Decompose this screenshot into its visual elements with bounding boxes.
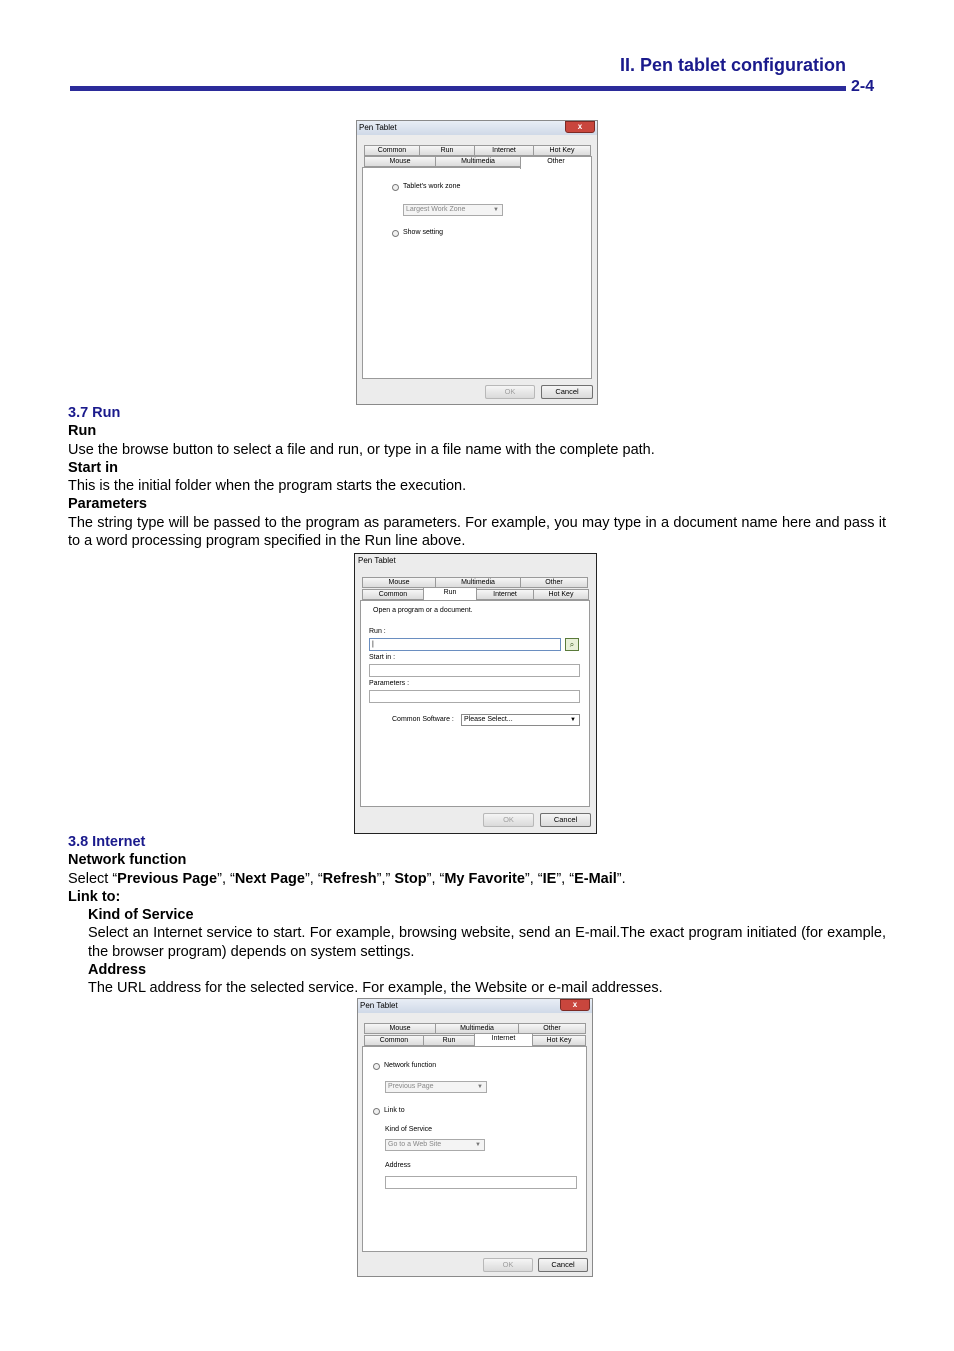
common-software-select[interactable] (461, 714, 580, 726)
header-rule (70, 86, 846, 91)
network-function-value: Previous Page (388, 1083, 434, 1090)
dialog-title: Pen Tablet (359, 123, 397, 132)
radio-network-function[interactable] (373, 1063, 380, 1070)
common-software-label: Common Software : (392, 716, 454, 723)
tab-multimedia[interactable]: Multimedia (435, 1023, 519, 1034)
close-button[interactable]: x (565, 121, 595, 133)
link-to-details (68, 906, 886, 997)
browse-icon[interactable]: ⌕ (565, 638, 579, 651)
parameters-input[interactable] (369, 690, 580, 703)
tab-panel (360, 600, 590, 807)
option-my-favorite: My Favorite (444, 870, 525, 887)
tab-internet[interactable]: Internet (474, 1033, 533, 1046)
section-title: II. Pen tablet configuration (619, 55, 846, 75)
run-input[interactable]: | (369, 638, 561, 651)
tab-multimedia[interactable]: Multimedia (435, 577, 521, 588)
ok-button[interactable]: OK (485, 385, 535, 399)
work-zone-select[interactable] (403, 204, 503, 216)
section-heading-run: 3.7 Run (68, 405, 121, 421)
radio-work-zone[interactable] (392, 184, 399, 191)
run-label: Run (68, 423, 97, 440)
run-intro-text: Open a program or a document. (373, 607, 473, 614)
tab-run[interactable]: Run (423, 587, 477, 600)
dialog-internet-tab (357, 998, 593, 1277)
tab-common[interactable]: Common (364, 145, 420, 156)
address-label: Address (385, 1162, 411, 1169)
show-setting-label: Show setting (403, 229, 444, 236)
work-zone-value: Largest Work Zone (406, 206, 466, 213)
address-label: Address (88, 962, 147, 979)
tab-run[interactable]: Run (419, 145, 475, 156)
title-bar (358, 999, 592, 1013)
tab-run[interactable]: Run (423, 1035, 475, 1046)
parameters-text: The string type will be passed to the program as parameters. For example, you may type in a document name here and pass it to a word processing program specified in the Run line above. (68, 514, 886, 550)
text-fragment: ”, “ (426, 870, 445, 887)
network-options-line (68, 870, 886, 888)
tab-mouse[interactable]: Mouse (364, 156, 436, 167)
text-fragment: ”, “ (524, 870, 543, 887)
tab-hot-key[interactable]: Hot Key (533, 589, 589, 600)
tab-common[interactable]: Common (362, 589, 424, 600)
text-fragment: ”. (616, 870, 626, 887)
tab-hot-key[interactable]: Hot Key (532, 1035, 586, 1046)
kind-of-service-value: Go to a Web Site (388, 1141, 442, 1148)
tab-mouse[interactable]: Mouse (362, 577, 436, 588)
option-next-page: Next Page (234, 870, 305, 887)
chevron-down-icon: ▼ (570, 717, 576, 723)
start-in-label: Start in (68, 459, 118, 476)
cancel-button[interactable]: Cancel (540, 813, 591, 827)
start-in-field-label: Start in : (369, 654, 396, 661)
run-field-label: Run : (369, 628, 386, 635)
kind-of-service-label: Kind of Service (88, 907, 194, 924)
parameters-label: Parameters (68, 496, 147, 513)
section-internet (68, 833, 886, 998)
text-fragment: ”, “ (556, 870, 575, 887)
tab-panel (362, 167, 592, 379)
work-zone-label: Tablet's work zone (403, 183, 461, 190)
page-number: 2-4 (851, 78, 875, 95)
text-fragment: ”,” (376, 870, 395, 887)
text-fragment: ”, “ (304, 870, 323, 887)
cancel-button[interactable]: Cancel (538, 1258, 588, 1272)
chevron-down-icon: ▼ (475, 1142, 481, 1148)
address-text: The URL address for the selected service. For example, the Website or e-mail addresses. (88, 980, 663, 997)
dialog-run-tab (354, 553, 597, 834)
option-previous-page: Previous Page (117, 870, 218, 887)
parameters-field-label: Parameters : (369, 680, 410, 687)
tab-internet[interactable]: Internet (476, 589, 534, 600)
tab-common[interactable]: Common (364, 1035, 424, 1046)
kind-of-service-label: Kind of Service (385, 1126, 433, 1133)
kind-of-service-text: Select an Internet service to start. For example, browsing website, send an E-mail.The exact program initiated (for example, the browser program) depends on system settings. (88, 925, 886, 960)
ok-button[interactable]: OK (483, 1258, 533, 1272)
network-function-select[interactable] (385, 1081, 487, 1093)
text-fragment: ”, “ (217, 870, 235, 887)
address-input[interactable] (385, 1176, 577, 1189)
kind-of-service-select[interactable] (385, 1139, 485, 1151)
radio-link-to[interactable] (373, 1108, 380, 1115)
option-ie: IE (542, 870, 557, 887)
text-fragment: Select “ (68, 870, 118, 887)
option-stop: Stop (394, 870, 427, 887)
dialog-title: Pen Tablet (358, 556, 396, 565)
option-email: E-Mail (574, 870, 617, 887)
title-bar (357, 121, 597, 135)
tab-internet[interactable]: Internet (474, 145, 534, 156)
network-function-label: Network function (68, 852, 187, 869)
tab-mouse[interactable]: Mouse (364, 1023, 436, 1034)
start-in-text: This is the initial folder when the program starts the execution. (68, 478, 467, 495)
radio-show-setting[interactable] (392, 230, 399, 237)
network-function-label: Network function (384, 1062, 437, 1069)
tab-multimedia[interactable]: Multimedia (435, 156, 521, 167)
link-to-label: Link to (384, 1107, 405, 1114)
chevron-down-icon: ▼ (493, 207, 499, 213)
section-run (68, 404, 886, 550)
start-in-input[interactable] (369, 664, 580, 677)
tab-other[interactable]: Other (520, 156, 592, 169)
link-to-label: Link to: (68, 888, 121, 905)
run-text: Use the browse button to select a file and run, or type in a file name with the complete path. (68, 441, 655, 458)
option-refresh: Refresh (322, 870, 377, 887)
dialog-title: Pen Tablet (360, 1001, 398, 1010)
dialog-other-tab (356, 120, 598, 405)
section-heading-internet: 3.8 Internet (68, 834, 146, 850)
tab-hot-key[interactable]: Hot Key (533, 145, 591, 156)
common-software-value: Please Select... (464, 716, 513, 723)
tab-other[interactable]: Other (518, 1023, 586, 1034)
tab-other[interactable]: Other (520, 577, 588, 588)
cancel-button[interactable]: Cancel (541, 385, 593, 399)
ok-button[interactable]: OK (483, 813, 534, 827)
chevron-down-icon: ▼ (477, 1084, 483, 1090)
close-button[interactable]: x (560, 999, 590, 1011)
